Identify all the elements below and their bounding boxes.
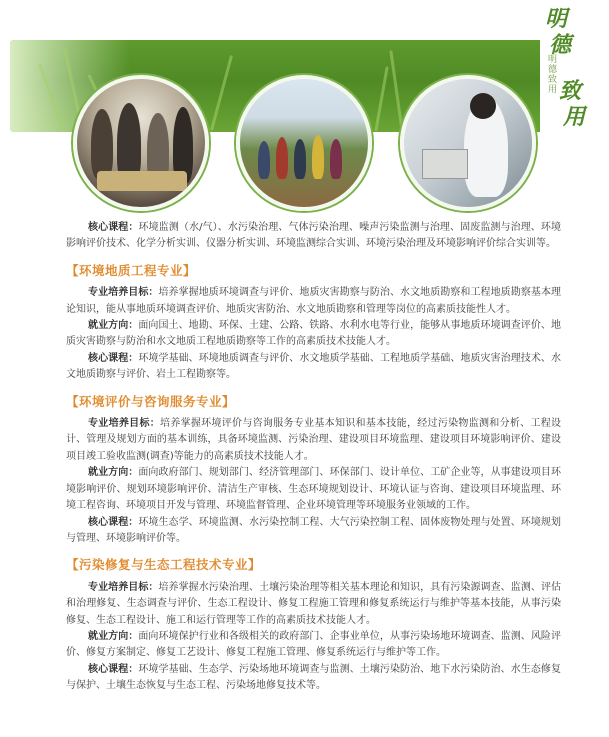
- section-item: [66, 285, 561, 318]
- text: 面向政府部门、规划部门、经济管理部门、环保部门、设计单位、工矿企业等，从事建设项目环境影响评价、规划环境影响评价、清洁生产审核、生态环境规划设计、环境认证与咨询、建设项目环境监理、环境工程咨询、环境项目开发与管理、环境监督管理、企业环境管理等环境服务业领域的工作。: [66, 467, 562, 512]
- section-item: [66, 515, 561, 548]
- grass-blade: [374, 66, 388, 132]
- text: 环境学基础、环境地质调查与评价、水文地质学基础、工程地质学基础、地质灾害治理技术、水文地质勘察与评价、岩土工程勘察等。: [66, 352, 562, 381]
- intro-core-courses: [66, 220, 561, 253]
- photo-field-survey: [236, 75, 372, 211]
- grass-blade: [210, 55, 233, 131]
- text: 环境学基础、生态学、污染场地环境调查与监测、土壤污染防治、地下水污染防治、水生态修复与保护、土壤生态恢复与生态工程、污染场地修复技术等。: [66, 663, 562, 692]
- motto-small: 明德致用: [546, 54, 556, 94]
- label: 专业培养目标：: [88, 581, 159, 593]
- photo-lab-students: [73, 75, 209, 211]
- section-item: [66, 351, 561, 384]
- text: 环境监测（水/气）、水污染治理、气体污染治理、噪声污染监测与治理、固废监测与治理、环境影响评价技术、化学分析实训、仪器分析实训、环境监测综合实训、环境污染治理及环境影响评价综合实训等。: [66, 222, 562, 250]
- section-title: 污染修复与生态工程技术专业: [79, 557, 249, 573]
- section-item: [66, 318, 561, 351]
- grass-blade: [389, 50, 403, 132]
- section-item: [66, 416, 561, 465]
- section-item: [66, 580, 561, 629]
- text: 培养掌握水污染治理、土壤污染治理等相关基本理论和知识，具有污染源调查、监测、评估和治理修复、生态调查与评价、生态工程设计、修复工程施工管理和修复系统运行与维护等基本技能，从事污染修复、生态工程设计、施工和运行管理等工作的高素质技术技能人才。: [66, 581, 562, 626]
- section-title: 环境地质工程专业: [79, 262, 184, 278]
- motto-char: 用: [563, 104, 586, 130]
- label: 就业方向：: [88, 320, 139, 332]
- text: 培养掌握环境评价与咨询服务专业基本知识和基本技能，经过污染物监测和分析、工程设计、管理及规划方面的基本训练，具备环境监测、污染治理、建设项目环境监理、建设项目环境影响评价、建设项目竣工验收监测(调查)等能力的高素质技术技能人才。: [66, 418, 562, 462]
- motto-char: 明: [545, 6, 568, 32]
- text: 环境生态学、环境监测、水污染控制工程、大气污染控制工程、固体废物处理与处置、环境规划与管理、环境影响评价等。: [66, 516, 562, 544]
- label: 专业培养目标：: [88, 287, 159, 299]
- section-item: [66, 662, 561, 695]
- label: 核心课程：: [88, 222, 139, 233]
- label: 就业方向：: [88, 630, 139, 642]
- text: 面向国土、地勘、环保、土建、公路、铁路、水利水电等行业，能够从事地质环境调查评价、地质灾害勘察与防治和水文地质工程地质勘察等工作的高素质技术技能人才。: [66, 320, 562, 348]
- section-heading: 【污染修复与生态工程技术专业】: [66, 557, 262, 573]
- text: 培养掌握地质环境调查与评价、地质灾害勘察与防治、水文地质勘察和工程地质勘察基本理论知识，能从事地质环境调查评价、地质灾害防治、水文地质勘察和管理等岗位的高素质技能性人才。: [66, 287, 562, 315]
- main-content: [66, 220, 561, 695]
- section-title: 环境评价与咨询服务专业: [79, 393, 223, 409]
- motto-calligraphy: [543, 0, 607, 140]
- section-item: [66, 465, 561, 514]
- label: 核心课程：: [88, 352, 139, 364]
- section-item: [66, 629, 561, 662]
- motto-char: 致: [559, 78, 582, 104]
- section-heading: 【环境评价与咨询服务专业】: [66, 393, 236, 409]
- photo-lab-researcher: [400, 75, 536, 211]
- label: 就业方向：: [88, 467, 139, 479]
- text: 面向环境保护行业和各级相关的政府部门、企事业单位，从事污染场地环境调查、监测、风险评价、修复方案制定、修复工艺设计、修复工程施工管理、修复系统运行与维护等工作。: [66, 630, 562, 659]
- section-heading: 【环境地质工程专业】: [66, 262, 197, 278]
- label: 核心课程：: [88, 663, 139, 675]
- motto-char: 德: [549, 32, 572, 58]
- label: 核心课程：: [88, 516, 139, 528]
- label: 专业培养目标：: [88, 418, 161, 430]
